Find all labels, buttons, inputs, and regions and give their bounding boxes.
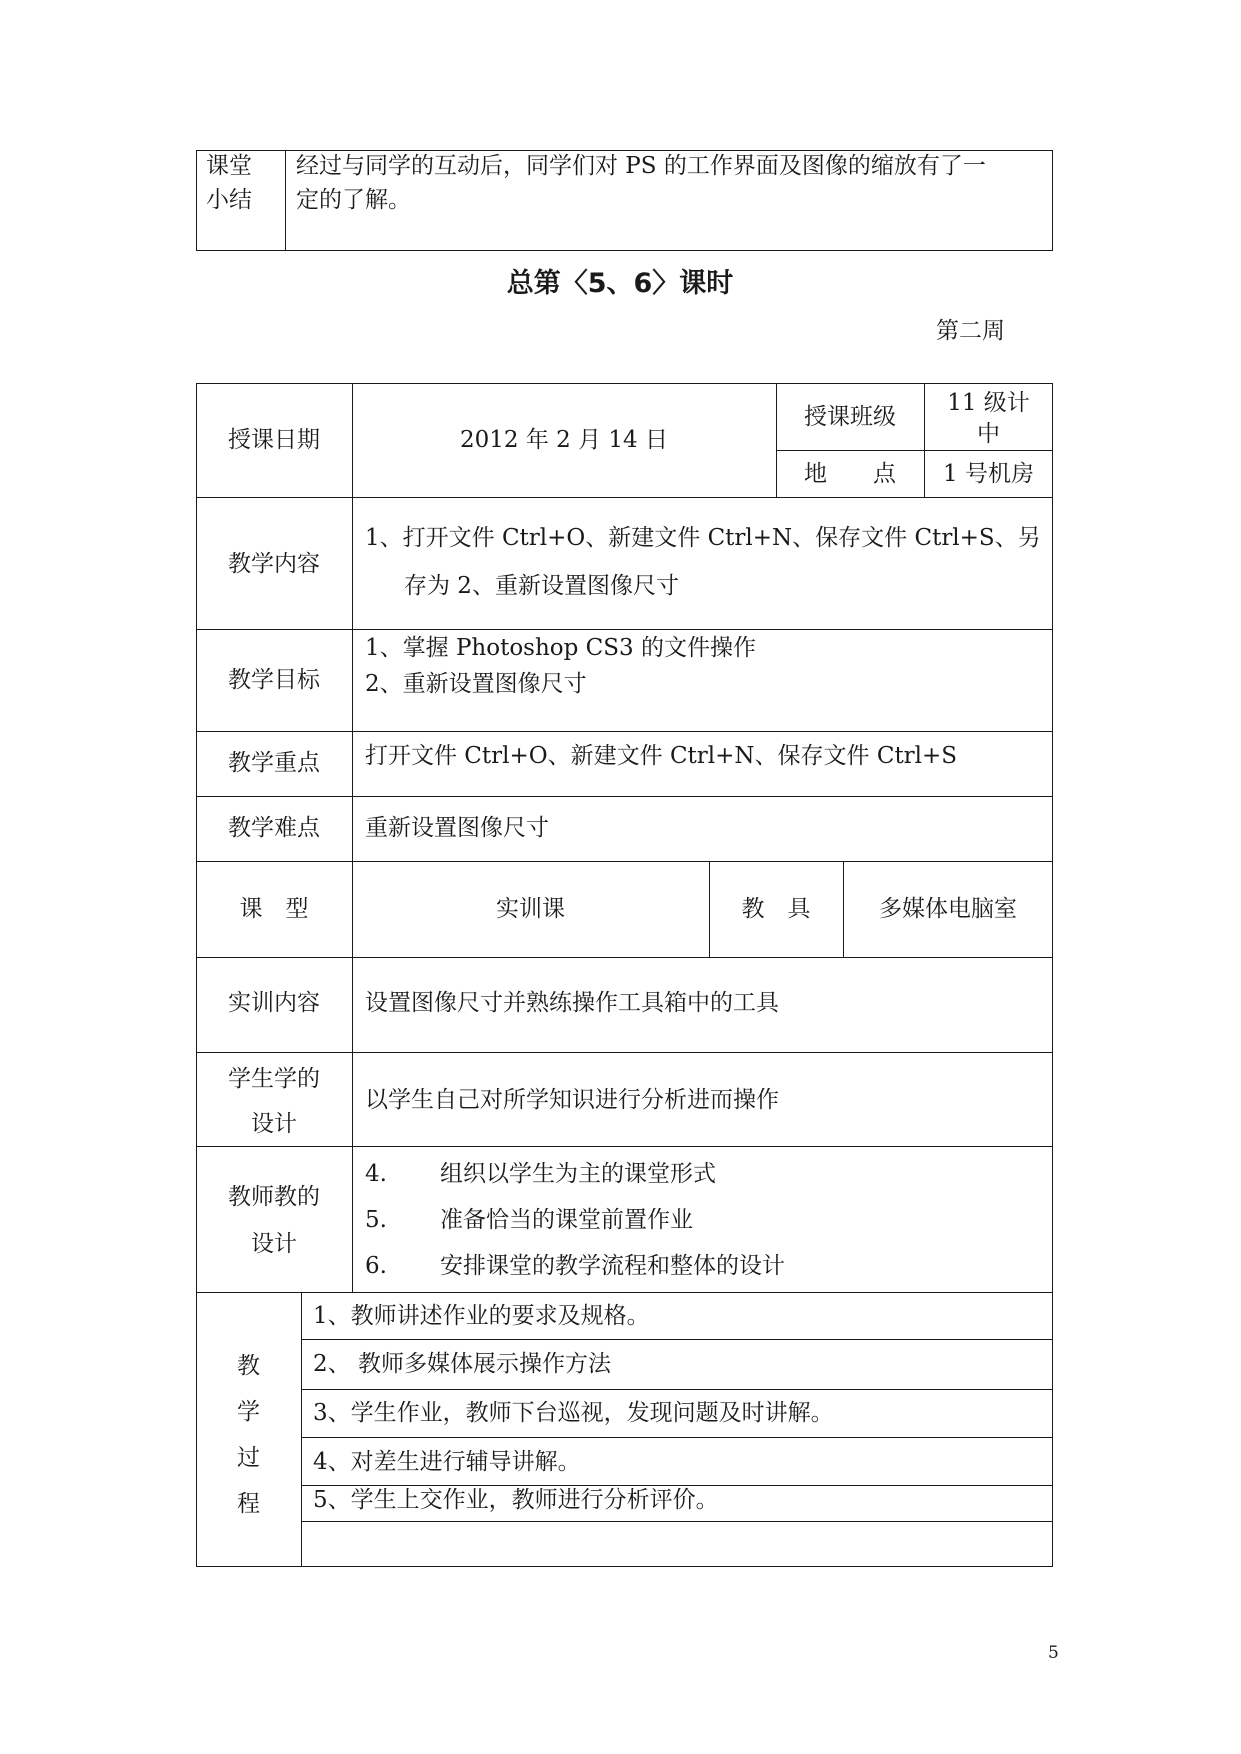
page-number: 5 <box>1048 1643 1059 1663</box>
student-label-line1: 学生学的 <box>228 1066 320 1092</box>
key-value: 打开文件 Ctrl+O、新建文件 Ctrl+N、保存文件 Ctrl+S <box>365 743 958 769</box>
week-label: 第二周 <box>936 318 1005 344</box>
teacher-label-line2: 设计 <box>251 1231 297 1257</box>
difficulty-label: 教学难点 <box>228 815 320 841</box>
step-line <box>301 1521 1053 1522</box>
process-step: 3、学生作业，教师下台巡视，发现问题及时讲解。 <box>313 1400 834 1426</box>
process-step: 4、对差生进行辅导讲解。 <box>313 1449 581 1475</box>
teacher-item-text: 安排课堂的教学流程和整体的设计 <box>440 1253 785 1279</box>
process-label-char: 学 <box>237 1399 260 1425</box>
label-column-line <box>352 383 353 1292</box>
process-step: 5、学生上交作业，教师进行分析评价。 <box>313 1487 719 1513</box>
teacher-item-text: 准备恰当的课堂前置作业 <box>440 1207 693 1233</box>
lesson-title: 总第〈5、6〉课时 <box>506 268 734 299</box>
class-value-line2: 中 <box>977 421 1000 447</box>
row-line <box>196 861 1053 862</box>
step-line <box>301 1437 1053 1438</box>
step-line <box>301 1485 1053 1486</box>
goal-line1: 1、掌握 Photoshop CS3 的文件操作 <box>365 635 756 661</box>
student-label-line2: 设计 <box>251 1111 297 1137</box>
row-line <box>196 1292 1053 1293</box>
process-label-char: 过 <box>237 1445 260 1471</box>
content-line2: 存为 2、重新设置图像尺寸 <box>404 573 679 599</box>
summary-text-line1: 经过与同学的互动后，同学们对 PS 的工作界面及图像的缩放有了一 <box>296 153 986 179</box>
teacher-item-num: 4. <box>365 1161 387 1187</box>
row-line <box>196 1146 1053 1147</box>
location-value: 1 号机房 <box>943 461 1034 487</box>
process-step: 1、教师讲述作业的要求及规格。 <box>313 1303 650 1329</box>
class-label: 授课班级 <box>804 404 896 430</box>
key-label: 教学重点 <box>228 750 320 776</box>
tools-label: 教 具 <box>741 896 811 922</box>
tools-value: 多媒体电脑室 <box>879 896 1017 922</box>
summary-divider <box>285 150 286 251</box>
teacher-label-line1: 教师教的 <box>228 1184 320 1210</box>
process-step: 2、 教师多媒体展示操作方法 <box>313 1351 611 1377</box>
summary-label-line2: 小结 <box>206 187 252 213</box>
date-value: 2012 年 2 月 14 日 <box>460 427 668 453</box>
step-line <box>301 1339 1053 1340</box>
process-column-line <box>301 1292 302 1567</box>
summary-label-line1: 课堂 <box>206 153 252 179</box>
content-line1: 1、打开文件 Ctrl+O、新建文件 Ctrl+N、保存文件 Ctrl+S、另 <box>365 525 1041 551</box>
training-label: 实训内容 <box>228 990 320 1016</box>
step-line <box>301 1389 1053 1390</box>
row-line <box>196 796 1053 797</box>
row-line <box>196 731 1053 732</box>
student-value: 以学生自己对所学知识进行分析进而操作 <box>365 1087 779 1113</box>
class-value-line1: 11 级计 <box>947 390 1030 416</box>
teacher-item-num: 5. <box>365 1207 387 1233</box>
row-line <box>196 1052 1053 1053</box>
training-value: 设置图像尺寸并熟练操作工具箱中的工具 <box>365 990 779 1016</box>
summary-text-line2: 定的了解。 <box>296 187 411 213</box>
type-value: 实训课 <box>496 896 565 922</box>
row-line <box>196 957 1053 958</box>
goal-line2: 2、重新设置图像尺寸 <box>365 671 587 697</box>
row-line <box>196 497 1053 498</box>
teacher-item-num: 6. <box>365 1253 387 1279</box>
process-label-char: 教 <box>237 1353 260 1379</box>
location-label: 地 点 <box>804 461 896 487</box>
type-label: 课 型 <box>239 896 309 922</box>
difficulty-value: 重新设置图像尺寸 <box>365 815 549 841</box>
goal-label: 教学目标 <box>228 667 320 693</box>
row-line <box>196 629 1053 630</box>
content-label: 教学内容 <box>228 551 320 577</box>
teacher-item-text: 组织以学生为主的课堂形式 <box>440 1161 716 1187</box>
process-label-char: 程 <box>237 1491 260 1517</box>
date-label: 授课日期 <box>228 427 320 453</box>
row-line <box>776 450 1053 451</box>
